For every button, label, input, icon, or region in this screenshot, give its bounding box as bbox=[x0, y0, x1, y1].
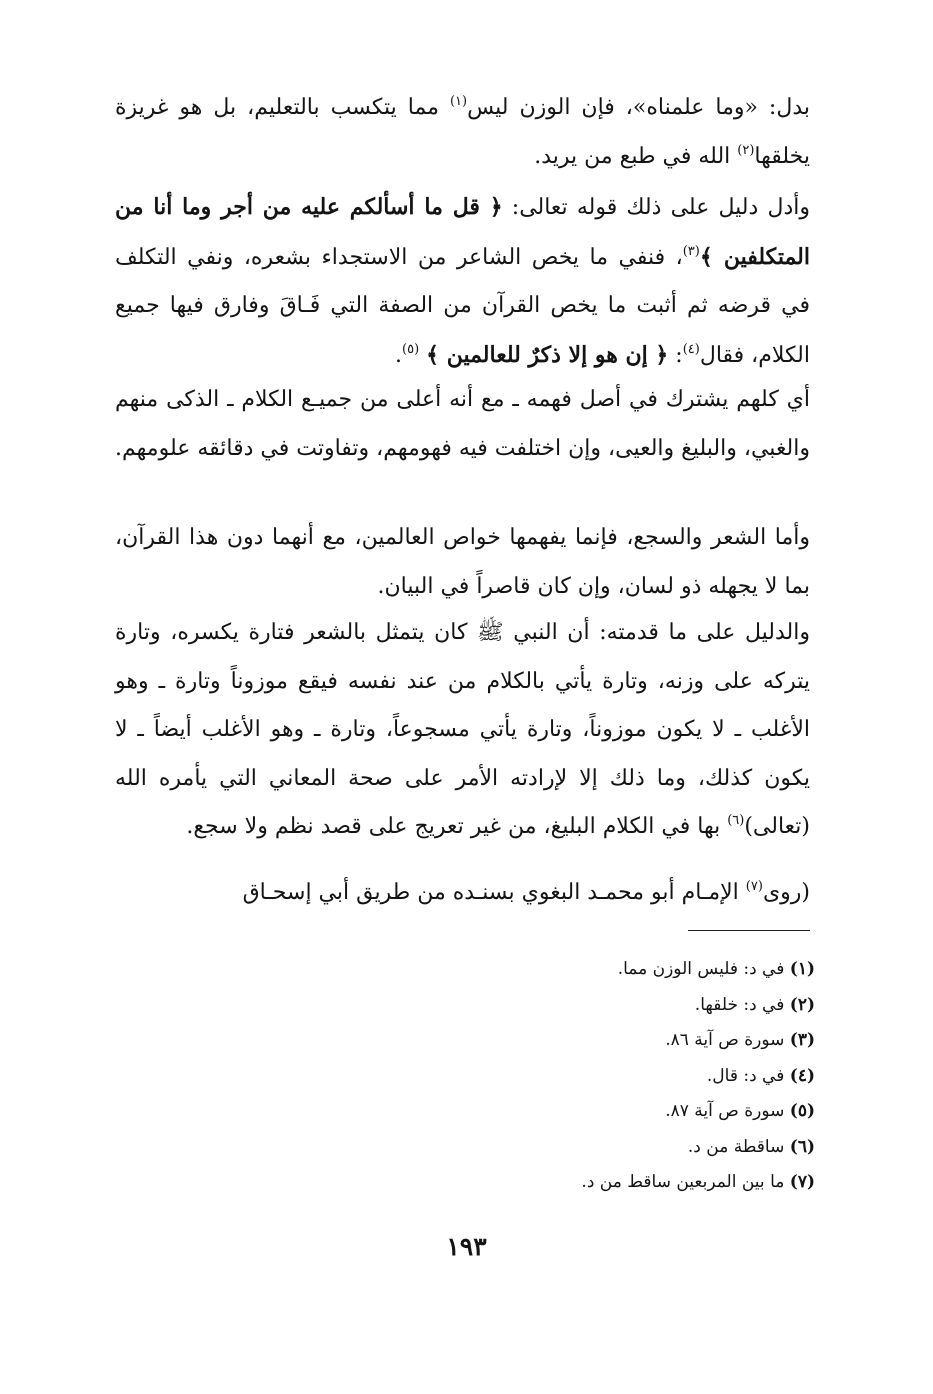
quran-quote: ﴿ إن هو إلا ذكرٌ للعالمين ﴾ bbox=[426, 341, 669, 368]
footnote-number: (٣) bbox=[789, 1030, 815, 1050]
text-run: بدل: «وما علمناه»، فإن الوزن ليس bbox=[467, 95, 810, 120]
text-run: وأما الشعر والسجع، فإنما يفهمها خواص العالمين، مع أنهما دون هذا القرآن، بما لا يجهله ذو لسان، وإن كان قاصراً في البيان. bbox=[115, 525, 810, 599]
paragraph-5 bbox=[115, 609, 810, 852]
text-run: وأدل دليل على ذلك قوله تعالى: bbox=[502, 195, 810, 220]
text-run: (روى bbox=[762, 880, 810, 905]
footnote-ref[interactable]: (٣) bbox=[682, 243, 700, 259]
text-run: مما يتكسب بالتعليم، بل هو غريزة يخلقها bbox=[115, 95, 810, 169]
footnote-ref[interactable]: (٥) bbox=[402, 341, 420, 357]
footnote bbox=[330, 1023, 815, 1059]
text-run: . bbox=[395, 342, 403, 368]
footnotes-list bbox=[330, 952, 815, 1201]
footnote-text: ساقطة من د. bbox=[687, 1136, 785, 1157]
footnote-ref[interactable]: (٦) bbox=[727, 813, 745, 828]
text-run: ، فنفي ما يخص الشاعر من الاستجداء بشعره، ونفي التكلف في قرضه ثم أثبت ما يخص القرآن من الصفة التي فَـاقَ وفارق فيها جميع الكلام، فقال bbox=[115, 244, 810, 368]
text-run: الله في طبع من يريد. bbox=[534, 143, 738, 169]
footnote bbox=[330, 1059, 815, 1095]
paragraph-6 bbox=[115, 869, 810, 918]
footnote-text: سورة ص آية ٨٧. bbox=[665, 1101, 785, 1121]
footnote bbox=[330, 988, 815, 1024]
footnote-ref[interactable]: (٧) bbox=[745, 879, 763, 894]
footnote bbox=[330, 952, 815, 988]
text-run: الإمـام أبو محمـد البغوي بسنـده من طريق أبي إسحـاق bbox=[242, 880, 746, 905]
quran-quote: ﴿ قل ما أسألكم عليه من أجر وما أنا من المتكلفين ﴾ bbox=[115, 194, 811, 270]
page-number: ١٩٣ bbox=[446, 1232, 487, 1261]
footnote-number: (١) bbox=[789, 959, 815, 979]
footnote-number: (٦) bbox=[789, 1136, 815, 1157]
footnote-text: في د: قال. bbox=[706, 1065, 785, 1086]
text-run: بها في الكلام البليغ، من غير تعريج على قصد نظم ولا سجع. bbox=[186, 814, 728, 839]
footnote-text: في د: خلقها. bbox=[694, 994, 785, 1015]
footnote-ref[interactable]: (١) bbox=[449, 94, 468, 109]
footnote-text: سورة ص آية ٨٦. bbox=[665, 1030, 785, 1050]
footnote bbox=[330, 1094, 815, 1130]
paragraph-2 bbox=[115, 183, 810, 380]
paragraph-3 bbox=[115, 376, 810, 473]
footnote-number: (٤) bbox=[789, 1065, 815, 1086]
footnote bbox=[330, 1130, 815, 1166]
footnote-number: (٧) bbox=[789, 1172, 815, 1192]
footnote-number: (٢) bbox=[789, 994, 815, 1015]
footnote-text: في د: فليس الوزن مما. bbox=[617, 959, 785, 979]
paragraph-4 bbox=[115, 514, 810, 611]
footnote bbox=[330, 1165, 815, 1201]
paragraph-1 bbox=[115, 84, 810, 181]
footnote-number: (٥) bbox=[789, 1101, 815, 1121]
text-run: والدليل على ما قدمته: أن النبي ﷺ كان يتمثل بالشعر فتارة يكسره، وتارة يتركه على وزنه، وتارة يأتي بالكلام من عند نفسه فيقع موزوناً وتارة ـ وهو الأغلب ـ لا يكون موزوناً، وتارة يأتي مسجوعاً، وتارة ـ وهو الأغلب أيضاً ـ لا يكون كذلك، وما ذلك إلا لإرادته الأمر على صحة المعاني التي يأمره الله (تعالى) bbox=[115, 620, 810, 839]
text-run: : bbox=[668, 342, 683, 368]
footnote-divider bbox=[688, 930, 810, 931]
footnote-ref[interactable]: (٢) bbox=[737, 142, 755, 158]
footnote-text: ما بين المربعين ساقط من د. bbox=[581, 1172, 785, 1192]
text-run: أي كلهم يشترك في أصل فهمه ـ مع أنه أعلى من جميـع الكلام ـ الذكى منهم والغبي، والبليغ والعيى، وإن اختلفت فيه فهومهم، وتفاوتت في دقائقه علومهم. bbox=[115, 387, 810, 461]
footnote-ref[interactable]: (٤) bbox=[682, 341, 700, 357]
